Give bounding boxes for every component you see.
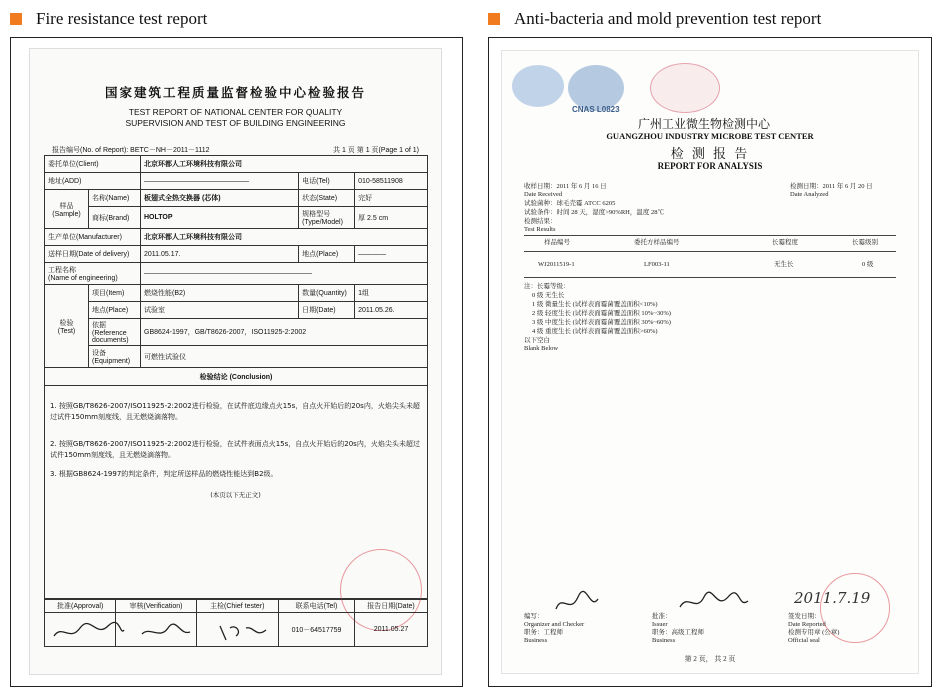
- cell-label: 检验 (Test): [45, 285, 89, 368]
- cell-label: 项目(Item): [89, 285, 141, 302]
- center-cn-name: 广州工业微生物检测中心: [638, 117, 771, 131]
- date-received: 收样日期：2011 年 6 月 16 日: [524, 183, 607, 190]
- fire-report-frame: [10, 37, 463, 687]
- handwritten-signatures-icon: [50, 614, 300, 646]
- date-analyzed: 检测日期：2011 年 6 月 20 日: [790, 183, 873, 190]
- right-section-title: [488, 8, 821, 30]
- table-bottom-rule: [524, 277, 896, 278]
- th-mold-grade: 长霉级别: [852, 239, 878, 246]
- cell-label: 地点(Place): [89, 302, 141, 319]
- footer-label: 联系电话(Tel): [278, 600, 354, 613]
- cell-value: ————————————————————————: [141, 263, 428, 285]
- cell-value: 北京环都人工环境科技有限公司: [141, 156, 428, 173]
- fire-report-table: [44, 155, 428, 386]
- cell-value: 试验室: [141, 302, 299, 319]
- fire-report-cn-title: 国家建筑工程质量监督检验中心检验报告: [104, 85, 366, 100]
- cell-value: 厚 2.5 cm: [355, 207, 428, 229]
- cell-label: 样品 (Sample): [45, 190, 89, 229]
- cell-label: 地址(ADD): [45, 173, 141, 190]
- fire-report-en-title-2: SUPERVISION AND TEST OF BUILDING ENGINEERING: [125, 118, 346, 128]
- note-6: 以下空白: [524, 337, 550, 344]
- cell-label: 设备 (Equipment): [89, 346, 141, 368]
- footer-label: 审核(Verification): [116, 600, 196, 613]
- note-1: 0 级 无生长: [532, 292, 565, 299]
- left-title-text: Fire resistance test report: [36, 9, 208, 28]
- cell-label: 规格型号 (Type/Model): [299, 207, 355, 229]
- conclusion-1: 1. 按照GB/T8626-2007/ISO11925-2:2002进行检验，在试件底边缘点火15s，自点火开始后的20s内，火焰尖头未超过试件150mm刻度线，且无燃烧滴落物。: [50, 402, 420, 421]
- sign-date-label: 签发日期：: [788, 613, 821, 620]
- table-mid-rule: [524, 251, 896, 252]
- right-title-text: Anti-bacteria and mold prevention test report: [514, 9, 822, 28]
- footer-label: 报告日期(Date): [355, 600, 428, 613]
- th-mold-degree: 长霉程度: [772, 239, 798, 246]
- footer-label: 主检(Chief tester): [196, 600, 278, 613]
- cell-value: ———————————————: [141, 173, 299, 190]
- handwritten-date: 2011.7.19: [794, 589, 871, 607]
- center-en-name: GUANGZHOU INDUSTRY MICROBE TEST CENTER: [606, 131, 814, 141]
- conclusion-3: 3. 根据GB8624-1997的判定条件，判定所送样品的燃烧性能达到B2级。: [50, 470, 278, 478]
- note-3: 2 级 轻度生长 (试样表面霉菌覆盖面积 10%~30%): [532, 310, 671, 317]
- test-results-en: Test Results: [524, 226, 556, 233]
- cell-value: 板翅式全热交换器 (芯体): [141, 190, 299, 207]
- cell-label: 名称(Name): [89, 190, 141, 207]
- conclusion-2: 2. 按照GB/T8626-2007/ISO11925-2:2002进行检验，在试件表面点火15s，自点火开始后的20s内，火焰尖头未超过试件150mm刻度线，且无燃烧滴落物。: [50, 440, 420, 459]
- cell-label: 工程名称 (Name of engineering): [45, 263, 141, 285]
- sign-issuer-business: Business: [652, 637, 676, 644]
- bacteria-report-document: [501, 50, 919, 674]
- test-results-label: 检测结果：: [524, 218, 557, 225]
- sign-organizer-en: Organizer and Checker: [524, 621, 585, 628]
- test-strain: 试验菌种：球毛壳霉 ATCC 6205: [524, 200, 616, 207]
- cell-label: 依据(Reference documents): [89, 319, 141, 346]
- cell-value: ————: [355, 246, 428, 263]
- sign-organizer-business: Business: [524, 637, 548, 644]
- cell-label: 送样日期(Date of delivery): [45, 246, 141, 263]
- table-top-rule: [524, 235, 896, 236]
- sign-organizer-title: 职务：工程师: [524, 629, 563, 636]
- bacteria-report-frame: [488, 37, 932, 687]
- note-4: 3 级 中度生长 (试样表面霉菌覆盖面积 30%~60%): [532, 319, 671, 326]
- sign-seal-label: 检测专用章 (公章): [788, 629, 840, 636]
- td-mold-grade: 0 级: [862, 261, 874, 268]
- cell-value: 北京环都人工环境科技有限公司: [141, 229, 428, 246]
- cell-label: 地点(Place): [299, 246, 355, 263]
- report-page: 共 1 页 第 1 页(Page 1 of 1): [333, 147, 419, 154]
- orange-bullet-icon: [10, 13, 22, 25]
- th-sample-no: 样品编号: [544, 239, 570, 246]
- left-section-title: [10, 8, 207, 30]
- orange-bullet-icon: [488, 13, 500, 25]
- th-client-sample-no: 委托方样品编号: [634, 239, 680, 246]
- cell-label: 商标(Brand): [89, 207, 141, 229]
- cell-label: 日期(Date): [299, 302, 355, 319]
- cell-label: 委托单位(Client): [45, 156, 141, 173]
- td-sample-no: WJ2011519-1: [538, 261, 575, 268]
- conclusion-header: 检验结论 (Conclusion): [45, 368, 428, 386]
- cell-value: GB8624-1997，GB/T8626-2007，ISO11925-2:2002: [141, 319, 428, 346]
- td-mold-degree: 无生长: [774, 261, 794, 268]
- logo-globe-icon: [512, 65, 564, 107]
- cell-value: 燃烧性能(B2): [141, 285, 299, 302]
- sign-issuer-title: 职务：高级工程师: [652, 629, 704, 636]
- fire-report-document: [29, 48, 442, 675]
- cell-value: 可燃性试验仪: [141, 346, 428, 368]
- blank-note: (本页以下无正文): [210, 491, 261, 499]
- note-2: 1 级 微量生长 (试样表面霉菌覆盖面积<10%): [532, 301, 658, 308]
- footer-tel: 010－64517759: [278, 613, 354, 647]
- sign-date-en: Date Reported: [788, 621, 826, 628]
- report-number: 报告编号(No. of Report): BETC－NH－2011－1112: [52, 147, 210, 154]
- footer-label: 批准(Approval): [45, 600, 116, 613]
- cnas-code: CNAS L0823: [572, 105, 620, 114]
- cell-value: HOLTOP: [141, 207, 299, 229]
- cell-value: 1组: [355, 285, 428, 302]
- sign-issuer-label: 批准：: [652, 613, 672, 620]
- note-7: Blank Below: [524, 345, 559, 352]
- cell-label: 生产单位(Manufacturer): [45, 229, 141, 246]
- cell-label: 状态(State): [299, 190, 355, 207]
- report-cn-title: 检 测 报 告: [670, 147, 750, 162]
- sign-issuer-en: Issuer: [652, 621, 668, 628]
- test-conditions: 试验条件：时间 28 天，湿度>90%RH，温度 28℃: [524, 209, 664, 216]
- fire-report-en-title-1: TEST REPORT OF NATIONAL CENTER FOR QUALITY: [128, 107, 343, 117]
- sign-seal-en: Official seal: [788, 637, 820, 644]
- date-analyzed-en: Date Analyzed: [790, 191, 829, 198]
- cell-value: 2011.05.17.: [141, 246, 299, 263]
- cell-value: 010-58511908: [355, 173, 428, 190]
- sign-organizer-label: 编写：: [524, 613, 544, 620]
- cell-value: 2011.05.26.: [355, 302, 428, 319]
- cell-label: 数量(Quantity): [299, 285, 355, 302]
- ilac-logo-icon: [650, 63, 720, 113]
- td-client-sample-no: LF003-11: [644, 261, 670, 268]
- page-number: 第 2 页， 共 2 页: [684, 655, 736, 663]
- report-en-title: REPORT FOR ANALYSIS: [657, 161, 763, 171]
- footer-date: 2011.05.27: [355, 613, 428, 647]
- cell-value: 完好: [355, 190, 428, 207]
- cell-label: 电话(Tel): [299, 173, 355, 190]
- date-received-en: Date Received: [524, 191, 563, 198]
- note-5: 4 级 重度生长 (试样表面霉菌覆盖面积>60%): [532, 328, 658, 335]
- note-0: 注：长霉等级：: [524, 283, 570, 290]
